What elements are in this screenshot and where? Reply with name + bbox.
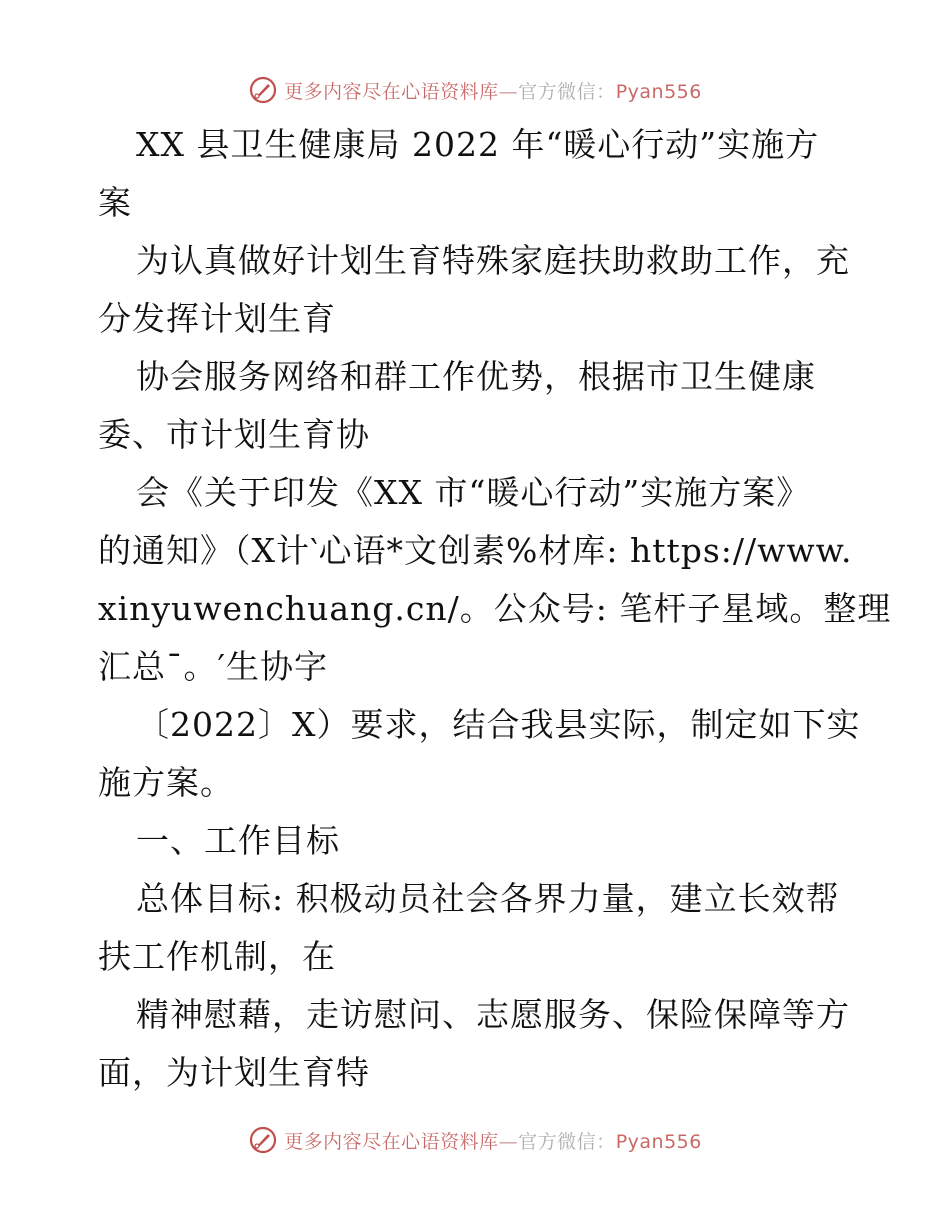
document-body [98, 116, 892, 1102]
text-line: 精神慰藉，走访慰问、志愿服务、保险保障等方 [136, 995, 850, 1034]
text-line: 一、工作目标 [136, 821, 340, 860]
text-line: 协会服务网络和群工作优势，根据市卫生健康 [136, 357, 816, 396]
text-line: 总体目标: 积极动员社会各界力量，建立长效帮 [136, 879, 840, 918]
watermark-account: Pyan556 [615, 1130, 702, 1153]
watermark-label: 官方微信： [518, 80, 616, 103]
watermark-separator: — [498, 80, 519, 103]
text-line: 扶工作机制，在 [98, 937, 336, 976]
quill-logo-icon [248, 1125, 278, 1155]
watermark-footer-inner [248, 1125, 702, 1155]
watermark-separator: — [498, 1130, 519, 1153]
text-line: 为认真做好计划生育特殊家庭扶助救助工作，充 [136, 241, 850, 280]
watermark-header [0, 72, 950, 108]
watermark-slogan: 更多内容尽在心语资料库 [284, 80, 499, 103]
watermark-header-inner [248, 75, 702, 105]
text-line: 委、市计划生育协 [98, 415, 370, 454]
text-line: 施方案。 [98, 763, 234, 802]
text-line: 汇总¯。′生协字 [98, 647, 328, 686]
watermark-text [284, 77, 702, 104]
quill-logo-icon [248, 75, 278, 105]
watermark-label: 官方微信： [518, 1130, 616, 1153]
text-line: 的通知》（X计‵心语*文创素%材库: https://www. [98, 531, 853, 570]
text-line: 面，为计划生育特 [98, 1053, 370, 1092]
watermark-text [284, 1127, 702, 1154]
text-line: 案 [98, 183, 132, 222]
watermark-account: Pyan556 [615, 80, 702, 103]
text-line: 会《关于印发《XX 市“暖心行动”实施方案》 [136, 473, 811, 512]
text-line: 〔2022〕X）要求，结合我县实际，制定如下实 [136, 705, 861, 744]
text-line: 分发挥计划生育 [98, 299, 336, 338]
watermark-footer [0, 1122, 950, 1158]
text-line: xinyuwenchuang.cn/。公众号: 笔杆子星域。整理 [98, 589, 892, 628]
watermark-slogan: 更多内容尽在心语资料库 [284, 1130, 499, 1153]
text-line: XX 县卫生健康局 2022 年“暖心行动”实施方 [136, 125, 820, 164]
